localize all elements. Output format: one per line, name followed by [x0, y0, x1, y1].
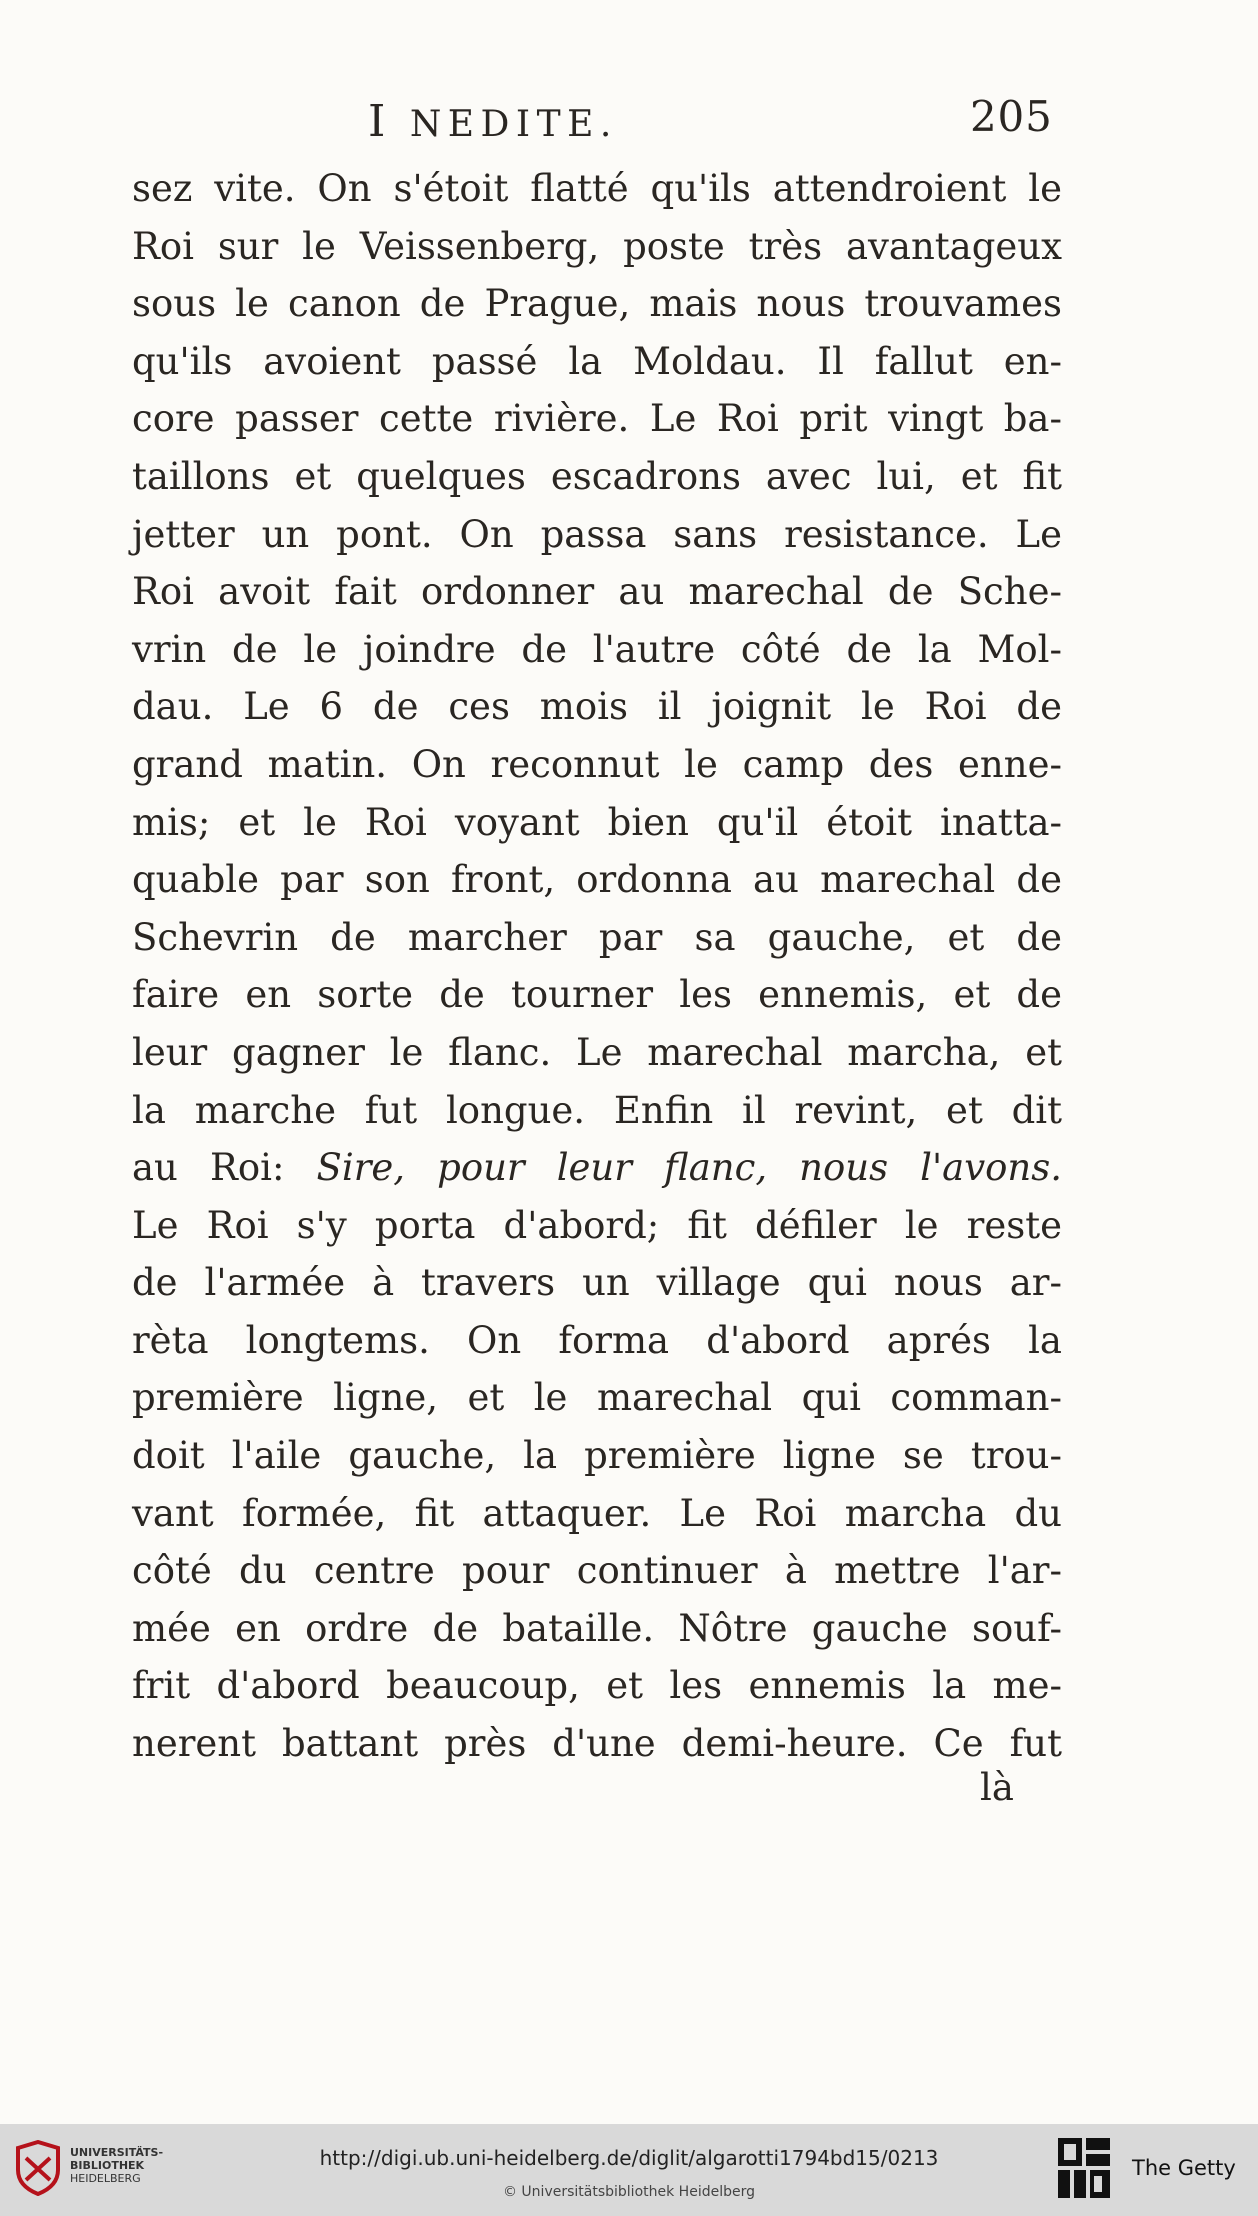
text-line: Le Roi s'y porta d'abord; fit défiler le reste — [132, 1203, 1062, 1247]
text-line: Roi avoit fait ordonner au marechal de Sche- — [132, 570, 1062, 614]
library-name-line: UNIVERSITÄTS- — [70, 2146, 164, 2159]
text-line: leur gagner le flanc. Le marechal marcha, et — [132, 1030, 1062, 1074]
text-line: Roi sur le Veissenberg, poste très avantageux — [132, 224, 1062, 268]
running-head-text: NEDITE. — [409, 104, 618, 145]
catchword: là — [980, 1766, 1014, 1809]
text-line: côté du centre pour continuer à mettre l'ar- — [132, 1549, 1062, 1593]
text-line-italic — [132, 1139, 1062, 1197]
text-line: faire en sorte de tourner les ennemis, et de — [132, 973, 1062, 1017]
text-line: vrin de le joindre de l'autre côté de la Mol- — [132, 627, 1062, 671]
text-line: nerent battant près d'une demi-heure. Ce fut — [132, 1722, 1062, 1766]
text-line: de l'armée à travers un village qui nous ar- — [132, 1261, 1062, 1305]
text-line: qu'ils avoient passé la Moldau. Il fallut en- — [132, 339, 1062, 383]
text-line: vant formée, fit attaquer. Le Roi marcha du — [132, 1491, 1062, 1535]
library-name-line: HEIDELBERG — [70, 2172, 141, 2185]
permalink-url[interactable]: http://digi.ub.uni-heidelberg.de/diglit/algarotti1794bd15/0213 — [319, 2146, 939, 2170]
text-line: la marche fut longue. Enfin il revint, et dit — [132, 1088, 1062, 1132]
copyright-notice: © Universitätsbibliothek Heidelberg — [502, 2184, 755, 2200]
running-head — [368, 96, 618, 147]
body-text — [132, 160, 1062, 1773]
text-line: frit d'abord beaucoup, et les ennemis la me- — [132, 1664, 1062, 1708]
text-line: dau. Le 6 de ces mois il joignit le Roi de — [132, 685, 1062, 729]
text-line: sez vite. On s'étoit flatté qu'ils attendroient le — [132, 167, 1062, 210]
text-line: rèta longtems. On forma d'abord aprés la — [132, 1318, 1062, 1362]
partner-name[interactable]: The Getty — [1132, 2156, 1236, 2180]
text-line: grand matin. On reconnut le camp des enne- — [132, 742, 1062, 786]
footer-bar — [0, 2124, 1258, 2216]
text-line: Schevrin de marcher par sa gauche, et de — [132, 915, 1062, 959]
text-line: taillons et quelques escadrons avec lui, et fit — [132, 454, 1062, 498]
running-head-initial: I — [368, 96, 392, 147]
text-line: quable par son front, ordonna au marechal de — [132, 858, 1062, 902]
text-line: sous le canon de Prague, mais nous trouvames — [132, 282, 1062, 326]
italic-quote: Sire, pour leur flanc, nous l'avons. — [316, 1146, 1062, 1190]
text-line: première ligne, et le marechal qui comman- — [132, 1376, 1062, 1420]
getty-logo-icon[interactable] — [1056, 2136, 1112, 2200]
text-line: core passer cette rivière. Le Roi prit vingt ba- — [132, 397, 1062, 441]
page-number: 205 — [970, 92, 1053, 141]
text-line: doit l'aile gauche, la première ligne se trou- — [132, 1434, 1062, 1478]
text-line: jetter un pont. On passa sans resistance. Le — [132, 512, 1062, 556]
text-line: mis; et le Roi voyant bien qu'il étoit inatta- — [132, 800, 1062, 844]
library-name-line: BIBLIOTHEK — [70, 2159, 145, 2172]
roman-text: au Roi: — [132, 1146, 285, 1190]
text-line: mée en ordre de bataille. Nôtre gauche souf- — [132, 1606, 1062, 1650]
